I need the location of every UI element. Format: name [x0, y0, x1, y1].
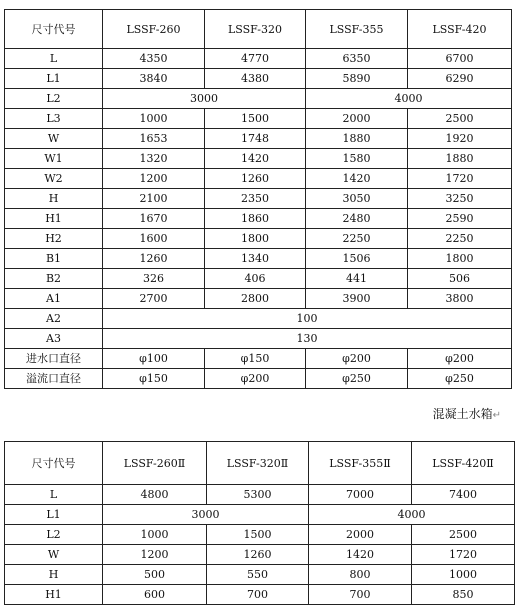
- header-cell-model: LSSF-320: [205, 10, 306, 49]
- row-label: H: [5, 565, 103, 585]
- table-cell: 406: [205, 269, 306, 289]
- header-row: [5, 10, 512, 49]
- row-label: 溢流口直径: [5, 369, 103, 389]
- table-cell: 3250: [408, 189, 512, 209]
- table-cell: 7400: [412, 485, 515, 505]
- table-row: [5, 585, 515, 605]
- spec-table-2: [4, 441, 515, 605]
- table-caption: [433, 405, 501, 422]
- header-cell-model: LSSF-420Ⅱ: [412, 442, 515, 485]
- header-cell-model: LSSF-260Ⅱ: [103, 442, 207, 485]
- table-cell: 2250: [408, 229, 512, 249]
- table-row: [5, 565, 515, 585]
- table-cell: 4800: [103, 485, 207, 505]
- table-cell: 1000: [412, 565, 515, 585]
- table-cell: 3800: [408, 289, 512, 309]
- header-cell-model: LSSF-260: [103, 10, 205, 49]
- table-cell: 4380: [205, 69, 306, 89]
- header-cell-label: 尺寸代号: [5, 10, 103, 49]
- table-cell: 850: [412, 585, 515, 605]
- row-label: H2: [5, 229, 103, 249]
- table-cell: φ250: [306, 369, 408, 389]
- row-label: A1: [5, 289, 103, 309]
- table-cell: 4350: [103, 49, 205, 69]
- table-row: [5, 525, 515, 545]
- table-row: [5, 269, 512, 289]
- table-cell: φ100: [103, 349, 205, 369]
- table-cell: 7000: [309, 485, 412, 505]
- row-label: H: [5, 189, 103, 209]
- row-label: L1: [5, 69, 103, 89]
- table-row: [5, 129, 512, 149]
- table-cell: 2800: [205, 289, 306, 309]
- table-row: [5, 545, 515, 565]
- row-label: A3: [5, 329, 103, 349]
- table-cell: 5300: [207, 485, 309, 505]
- row-label: L3: [5, 109, 103, 129]
- table-cell: 6700: [408, 49, 512, 69]
- table-cell: 1670: [103, 209, 205, 229]
- table-cell: 1320: [103, 149, 205, 169]
- table-cell: 1260: [207, 545, 309, 565]
- table-cell: 2000: [309, 525, 412, 545]
- table-cell: 1420: [309, 545, 412, 565]
- table-cell: 3900: [306, 289, 408, 309]
- table-cell: 1920: [408, 129, 512, 149]
- table-cell: 1506: [306, 249, 408, 269]
- row-label: H1: [5, 209, 103, 229]
- table-cell: 1200: [103, 169, 205, 189]
- row-label: W2: [5, 169, 103, 189]
- table-cell: 1720: [408, 169, 512, 189]
- table-cell: 800: [309, 565, 412, 585]
- table-cell: 1720: [412, 545, 515, 565]
- table-cell: 2480: [306, 209, 408, 229]
- table-cell: 1500: [205, 109, 306, 129]
- header-cell-model: LSSF-320Ⅱ: [207, 442, 309, 485]
- table-row: [5, 289, 512, 309]
- table-cell: 2500: [408, 109, 512, 129]
- table-cell: 1260: [205, 169, 306, 189]
- table-cell: 6350: [306, 49, 408, 69]
- table-cell: 2000: [306, 109, 408, 129]
- row-label: L: [5, 49, 103, 69]
- table-cell: 3000: [103, 89, 306, 109]
- table-cell: 1000: [103, 525, 207, 545]
- row-label: L2: [5, 525, 103, 545]
- row-label: B1: [5, 249, 103, 269]
- table-cell: 700: [207, 585, 309, 605]
- table-cell: φ200: [306, 349, 408, 369]
- header-cell-model: LSSF-420: [408, 10, 512, 49]
- table-row: [5, 249, 512, 269]
- row-label: L: [5, 485, 103, 505]
- table-cell: 700: [309, 585, 412, 605]
- table-cell: 1000: [103, 109, 205, 129]
- table-cell: 2500: [412, 525, 515, 545]
- table-row: [5, 149, 512, 169]
- table-cell: 1800: [408, 249, 512, 269]
- table-row: [5, 369, 512, 389]
- table-cell: 1420: [205, 149, 306, 169]
- table-cell: 2700: [103, 289, 205, 309]
- table-row: [5, 505, 515, 525]
- table-cell: 1860: [205, 209, 306, 229]
- table-cell: 2100: [103, 189, 205, 209]
- row-label: B2: [5, 269, 103, 289]
- caption-text: 混凝土水箱: [432, 407, 493, 421]
- table-cell: 506: [408, 269, 512, 289]
- row-label: L2: [5, 89, 103, 109]
- row-label: 进水口直径: [5, 349, 103, 369]
- table-cell: 1340: [205, 249, 306, 269]
- paragraph-return-icon: ↵: [492, 410, 501, 421]
- spec-table-1: [4, 9, 512, 389]
- table-cell: 1748: [205, 129, 306, 149]
- row-label: W: [5, 545, 103, 565]
- row-label: W: [5, 129, 103, 149]
- table-cell: 2250: [306, 229, 408, 249]
- row-label: L1: [5, 505, 103, 525]
- table-cell: 1880: [408, 149, 512, 169]
- table-cell: 6290: [408, 69, 512, 89]
- table-cell: 1500: [207, 525, 309, 545]
- table-cell: 5890: [306, 69, 408, 89]
- table-cell: 500: [103, 565, 207, 585]
- table-cell: 1420: [306, 169, 408, 189]
- table-cell: φ150: [205, 349, 306, 369]
- table-cell: 3000: [103, 505, 309, 525]
- table-row: [5, 189, 512, 209]
- table-row: [5, 169, 512, 189]
- table-cell: 326: [103, 269, 205, 289]
- table-row: [5, 229, 512, 249]
- table-cell: 1880: [306, 129, 408, 149]
- table-cell: 4770: [205, 49, 306, 69]
- table-cell: 441: [306, 269, 408, 289]
- row-label: W1: [5, 149, 103, 169]
- table-row: [5, 49, 512, 69]
- table-row: [5, 69, 512, 89]
- table-cell: 2350: [205, 189, 306, 209]
- table-row: [5, 209, 512, 229]
- table-cell: φ200: [205, 369, 306, 389]
- table-row: [5, 109, 512, 129]
- table-row: [5, 349, 512, 369]
- table-row: [5, 309, 512, 329]
- table-cell: 550: [207, 565, 309, 585]
- header-cell-model: LSSF-355Ⅱ: [309, 442, 412, 485]
- header-cell-model: LSSF-355: [306, 10, 408, 49]
- table-cell: 4000: [309, 505, 515, 525]
- header-row: [5, 442, 515, 485]
- table-cell: 600: [103, 585, 207, 605]
- table-cell: 1600: [103, 229, 205, 249]
- table-cell: 100: [103, 309, 512, 329]
- table-cell: φ250: [408, 369, 512, 389]
- table-row: [5, 485, 515, 505]
- row-label: H1: [5, 585, 103, 605]
- table-row: [5, 89, 512, 109]
- row-label: A2: [5, 309, 103, 329]
- table-cell: 3840: [103, 69, 205, 89]
- table-cell: 1653: [103, 129, 205, 149]
- table-cell: φ200: [408, 349, 512, 369]
- table-row: [5, 329, 512, 349]
- table-cell: 1260: [103, 249, 205, 269]
- table-cell: 1800: [205, 229, 306, 249]
- table-cell: φ150: [103, 369, 205, 389]
- table-cell: 130: [103, 329, 512, 349]
- table-cell: 1580: [306, 149, 408, 169]
- table-cell: 2590: [408, 209, 512, 229]
- table-cell: 1200: [103, 545, 207, 565]
- table-cell: 3050: [306, 189, 408, 209]
- header-cell-label: 尺寸代号: [5, 442, 103, 485]
- table-cell: 4000: [306, 89, 512, 109]
